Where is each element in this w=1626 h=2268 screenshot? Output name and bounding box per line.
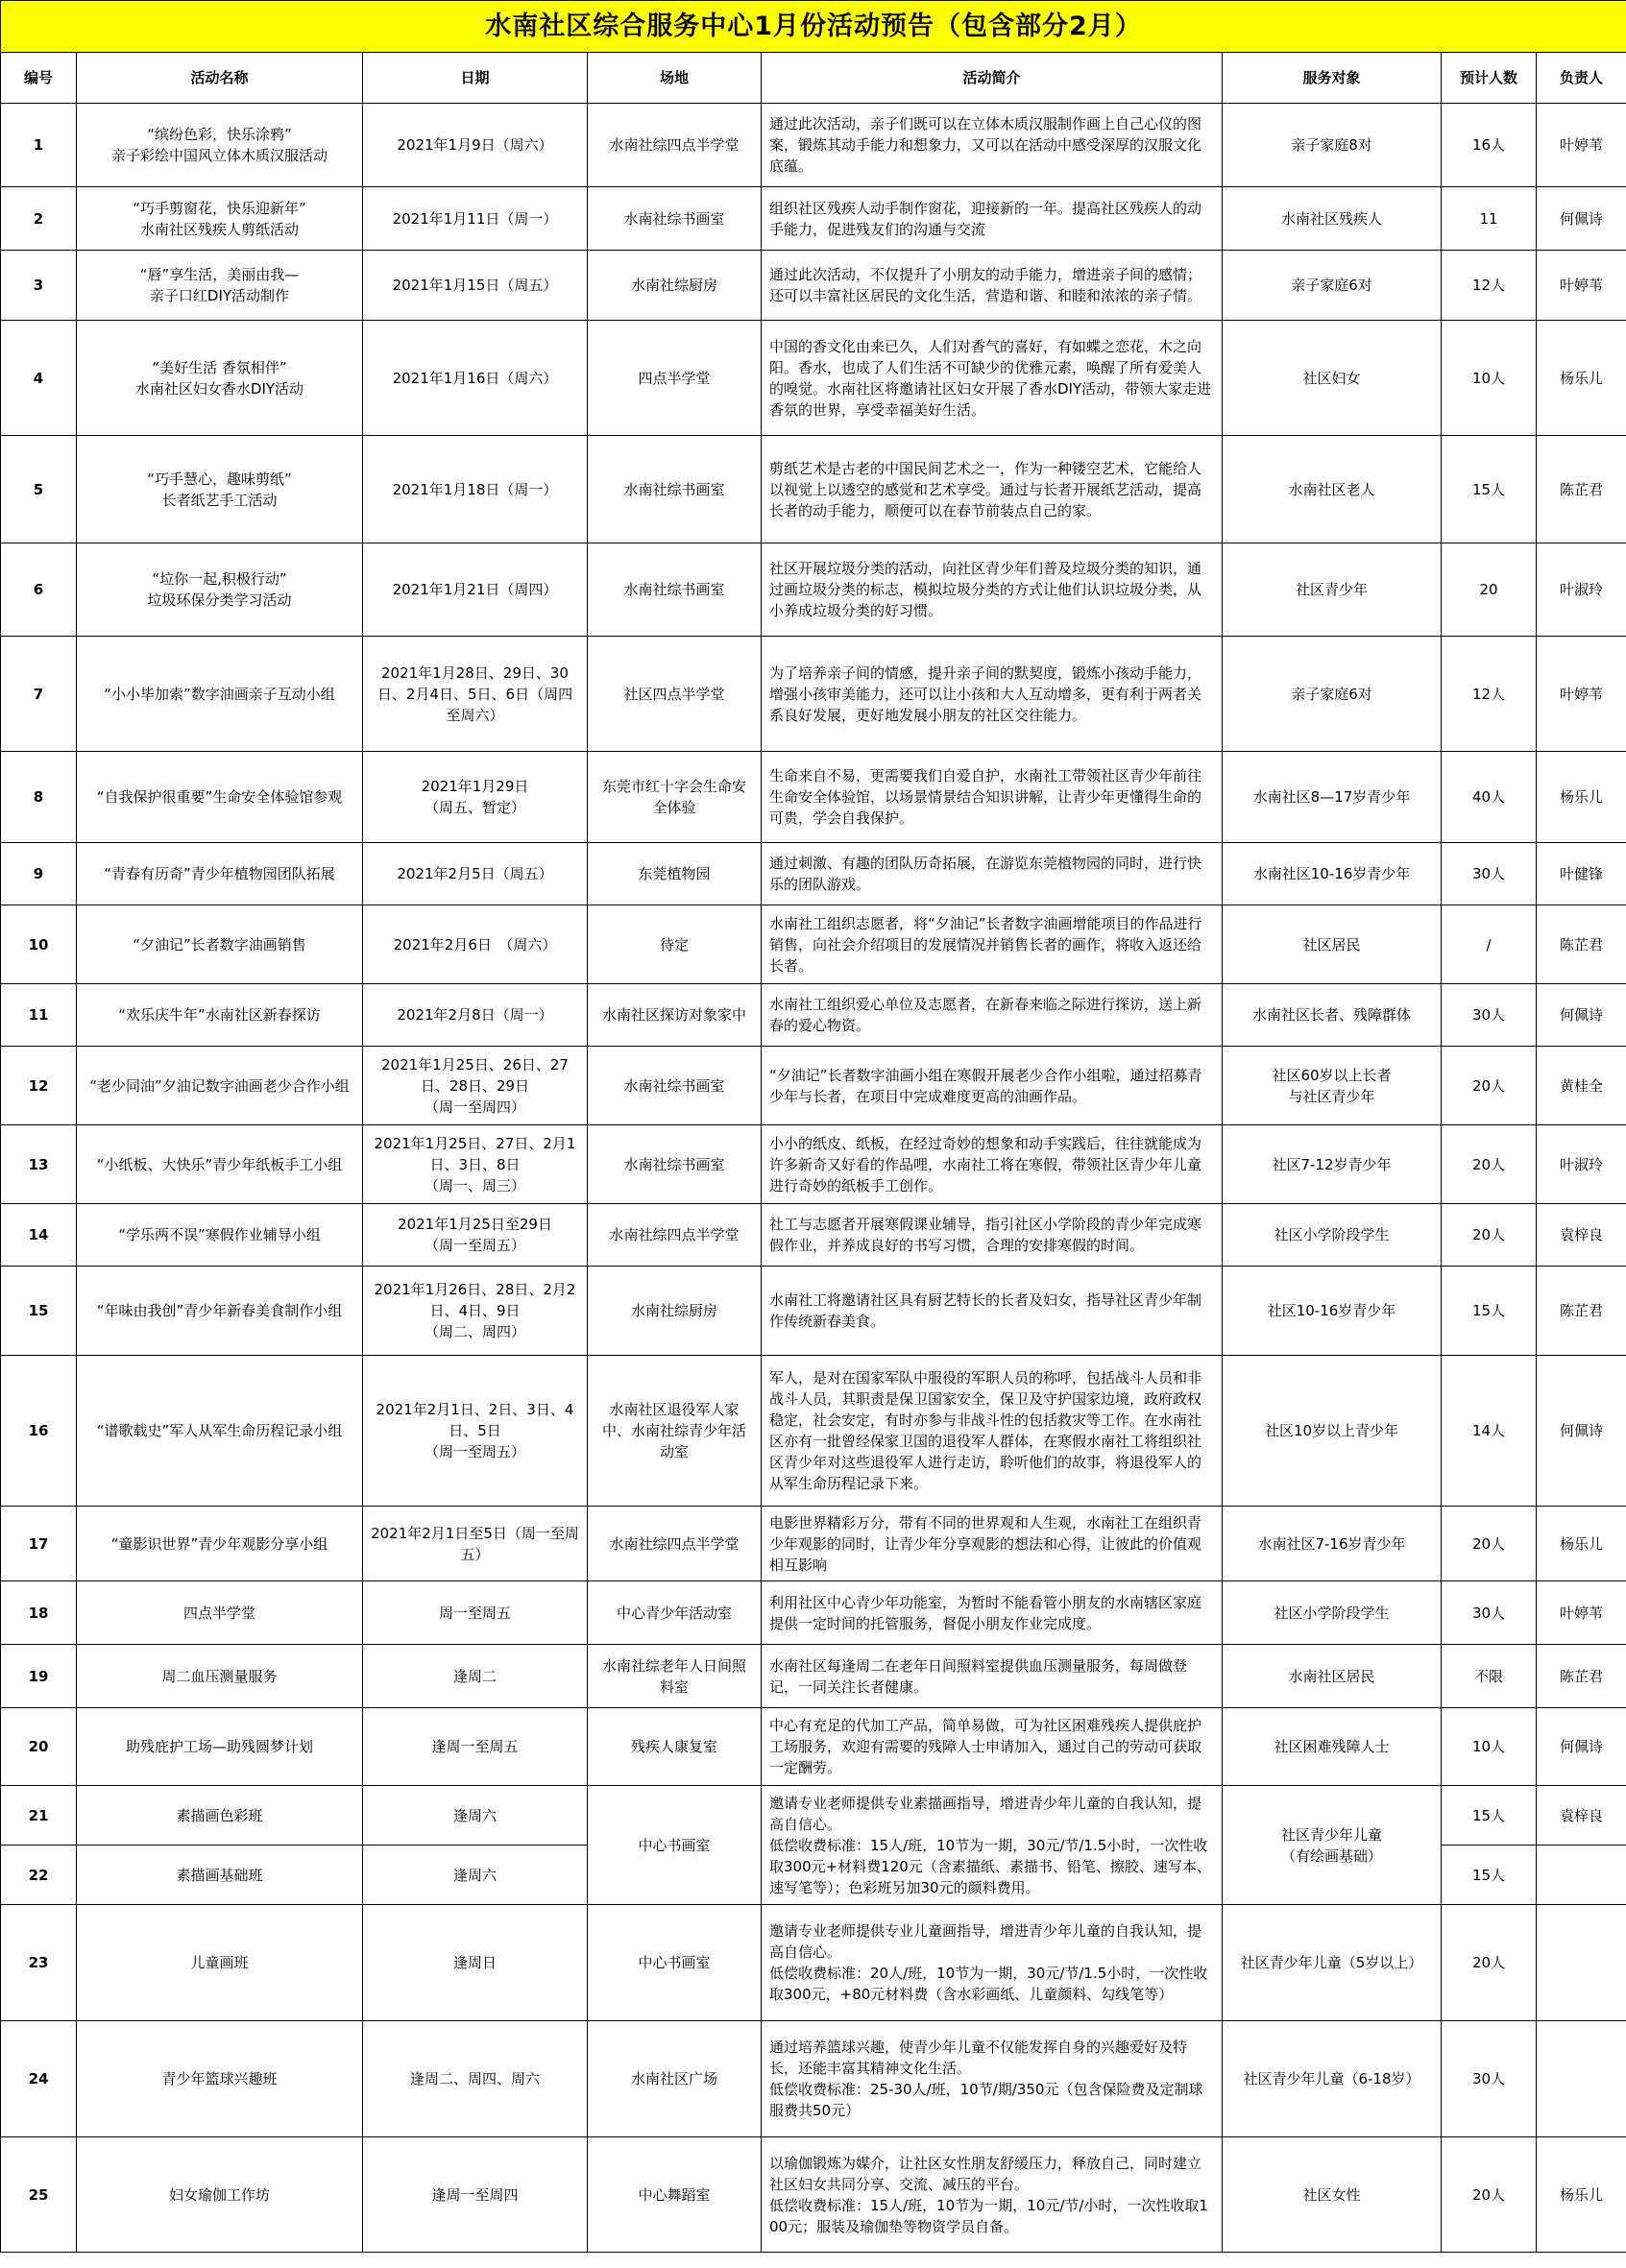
activity-intro: 军人，是对在国家军队中服役的军职人员的称呼，包括战斗人员和非战斗人员，其职责是保卫国家安全，保卫及守护国家边境，政府政权稳定，社会安定，有时亦参与非战斗性的包括救灾等工作。在水南社区亦有一批曾经保家卫国的退役军人群体，在寒假水南社工将组织社区青少年对这些退役军人进行走访，聆听他们的故事，将退役军人的从军生命历程记录下来。: [762, 1356, 1223, 1507]
row-number: 19: [1, 1645, 77, 1708]
activity-venue: 中心书画室: [588, 1786, 762, 1905]
row-number: 10: [1, 905, 77, 984]
row-number: 24: [1, 2021, 77, 2137]
activity-date: 周一至周五: [363, 1581, 588, 1645]
person-in-charge: [1537, 2021, 1626, 2137]
table-row: [1, 1581, 1626, 1645]
activity-date: 逢周一至周五: [363, 1708, 588, 1786]
activity-venue: 中心青少年活动室: [588, 1581, 762, 1645]
person-in-charge: 叶婷苇: [1537, 637, 1626, 752]
person-in-charge: 何佩诗: [1537, 1708, 1626, 1786]
activity-venue: 水南社综厨房: [588, 251, 762, 321]
person-in-charge: 陈芷君: [1537, 436, 1626, 543]
service-target: 水南社区居民: [1223, 1645, 1442, 1708]
activity-name: “青春有历奇”青少年植物园团队拓展: [77, 843, 363, 905]
activity-date: 2021年1月9日（周六）: [363, 104, 588, 187]
activity-venue: 水南社综书画室: [588, 1047, 762, 1125]
person-in-charge: 杨乐儿: [1537, 1507, 1626, 1581]
person-in-charge: [1537, 1846, 1626, 1905]
service-target: 亲子家庭6对: [1223, 251, 1442, 321]
activity-venue: 水南社综厨房: [588, 1267, 762, 1356]
activity-venue: 水南社综书画室: [588, 1125, 762, 1204]
sheet-title: 水南社区综合服务中心1月份活动预告（包含部分2月）: [1, 1, 1626, 53]
person-in-charge: 叶婷苇: [1537, 1581, 1626, 1645]
person-in-charge: 袁梓良: [1537, 1204, 1626, 1267]
activity-venue: 水南社综书画室: [588, 436, 762, 543]
row-number: 11: [1, 984, 77, 1047]
activity-date: 2021年2月1日至5日（周一至周五）: [363, 1507, 588, 1581]
activity-name: “自我保护很重要”生命安全体验馆参观: [77, 752, 363, 843]
row-number: 13: [1, 1125, 77, 1204]
activity-intro: 水南社工组织志愿者，将“夕油记”长者数字油画增能项目的作品进行销售，向社会介绍项目的发展情况并销售长者的画作，将收入返还给长者。: [762, 905, 1223, 984]
service-target: 社区青少年: [1223, 543, 1442, 637]
activity-name: “夕油记”长者数字油画销售: [77, 905, 363, 984]
person-in-charge: 叶淑玲: [1537, 543, 1626, 637]
activity-venue: 水南社区广场: [588, 2021, 762, 2137]
activity-intro: 生命来自不易，更需要我们自爱自护，水南社工带领社区青少年前往生命安全体验馆，以场景情景结合知识讲解，让青少年更懂得生命的可贵，学会自我保护。: [762, 752, 1223, 843]
service-target: 水南社区老人: [1223, 436, 1442, 543]
expected-count: 10人: [1442, 321, 1537, 436]
header-row: [1, 53, 1626, 104]
person-in-charge: 袁梓良: [1537, 1786, 1626, 1846]
table-row: [1, 1507, 1626, 1581]
activity-name: “垃你一起,积极行动” 垃圾环保分类学习活动: [77, 543, 363, 637]
activity-date: 2021年1月15日（周五）: [363, 251, 588, 321]
service-target: 社区居民: [1223, 905, 1442, 984]
person-in-charge: 叶婷苇: [1537, 104, 1626, 187]
service-target: 亲子家庭8对: [1223, 104, 1442, 187]
row-number: 2: [1, 187, 77, 251]
row-number: 7: [1, 637, 77, 752]
activity-date: 2021年2月8日（周一）: [363, 984, 588, 1047]
person-in-charge: [1537, 1905, 1626, 2021]
service-target: 水南社区10-16岁青少年: [1223, 843, 1442, 905]
header-count: 预计人数: [1442, 53, 1537, 104]
table-row: [1, 1204, 1626, 1267]
activity-date: 2021年2月1日、2日、3日、4日、5日 （周一至周五）: [363, 1356, 588, 1507]
activity-venue: 水南社综四点半学堂: [588, 104, 762, 187]
row-number: 5: [1, 436, 77, 543]
activity-name: “童影识世界”青少年观影分享小组: [77, 1507, 363, 1581]
activity-venue: 水南社区探访对象家中: [588, 984, 762, 1047]
activity-venue: 四点半学堂: [588, 321, 762, 436]
table-row: [1, 1708, 1626, 1786]
service-target: 社区青少年儿童（5岁以上）: [1223, 1905, 1442, 2021]
activity-name: “小纸板、大快乐”青少年纸板手工小组: [77, 1125, 363, 1204]
table-row: [1, 104, 1626, 187]
activity-venue: 水南社综书画室: [588, 187, 762, 251]
activity-venue: 中心书画室: [588, 1905, 762, 2021]
service-target: 社区妇女: [1223, 321, 1442, 436]
table-row: [1, 1267, 1626, 1356]
row-number: 21: [1, 1786, 77, 1846]
expected-count: 20人: [1442, 1905, 1537, 2021]
activity-date: 2021年1月26日、28日、2月2日、4日、9日 （周二、周四）: [363, 1267, 588, 1356]
activity-name: “巧手剪窗花，快乐迎新年” 水南社区残疾人剪纸活动: [77, 187, 363, 251]
activity-name: “小小毕加索”数字油画亲子互动小组: [77, 637, 363, 752]
header-no: 编号: [1, 53, 77, 104]
service-target: 水南社区8—17岁青少年: [1223, 752, 1442, 843]
person-in-charge: 黄桂全: [1537, 1047, 1626, 1125]
activity-date: 2021年1月25日至29日 （周一至周五）: [363, 1204, 588, 1267]
service-target: 社区10岁以上青少年: [1223, 1356, 1442, 1507]
activity-date: 逢周一至周四: [363, 2137, 588, 2253]
activity-name: 四点半学堂: [77, 1581, 363, 1645]
header-intro: 活动简介: [762, 53, 1223, 104]
service-target: 亲子家庭6对: [1223, 637, 1442, 752]
table-row: [1, 905, 1626, 984]
activity-date: 逢周二、周四、周六: [363, 2021, 588, 2137]
table-row: [1, 2021, 1626, 2137]
service-target: 社区困难残障人士: [1223, 1708, 1442, 1786]
activity-name: 儿童画班: [77, 1905, 363, 2021]
service-target: 社区青少年儿童（6-18岁）: [1223, 2021, 1442, 2137]
table-row: [1, 321, 1626, 436]
expected-count: 15人: [1442, 1786, 1537, 1846]
activity-date: 2021年1月18日（周一）: [363, 436, 588, 543]
person-in-charge: 杨乐儿: [1537, 752, 1626, 843]
expected-count: 30人: [1442, 2021, 1537, 2137]
service-target: 社区女性: [1223, 2137, 1442, 2253]
expected-count: 40人: [1442, 752, 1537, 843]
service-target: 社区小学阶段学生: [1223, 1581, 1442, 1645]
header-venue: 场地: [588, 53, 762, 104]
activity-intro: 为了培养亲子间的情感，提升亲子间的默契度，锻炼小孩动手能力，增强小孩审美能力，还可以让小孩和大人互动增多，更有利于两者关系良好发展，更好地发展小朋友的社区交往能力。: [762, 637, 1223, 752]
table-row: [1, 637, 1626, 752]
activity-venue: 水南社综四点半学堂: [588, 1204, 762, 1267]
activity-name: “年味由我创”青少年新春美食制作小组: [77, 1267, 363, 1356]
activity-intro: “夕油记”长者数字油画小组在寒假开展老少合作小组啦，通过招募青少年与长者，在项目中完成难度更高的油画作品。: [762, 1047, 1223, 1125]
person-in-charge: 何佩诗: [1537, 1356, 1626, 1507]
activity-intro: 社区开展垃圾分类的活动，向社区青少年们普及垃圾分类的知识，通过画垃圾分类的标志，模拟垃圾分类的方式让他们认识垃圾分类，从小养成垃圾分类的好习惯。: [762, 543, 1223, 637]
header-target: 服务对象: [1223, 53, 1442, 104]
activity-intro: 社工与志愿者开展寒假课业辅导，指引社区小学阶段的青少年完成寒假作业，并养成良好的书写习惯，合理的安排寒假的时间。: [762, 1204, 1223, 1267]
expected-count: 15人: [1442, 436, 1537, 543]
table-row: [1, 543, 1626, 637]
expected-count: 30人: [1442, 1581, 1537, 1645]
activity-date: 2021年1月11日（周一）: [363, 187, 588, 251]
row-number: 20: [1, 1708, 77, 1786]
row-number: 16: [1, 1356, 77, 1507]
expected-count: 10人: [1442, 1708, 1537, 1786]
activity-intro: 中心有充足的代加工产品，简单易做，可为社区困难残疾人提供庇护工场服务，欢迎有需要的残障人士申请加入，通过自己的劳动可获取一定酬劳。: [762, 1708, 1223, 1786]
row-number: 8: [1, 752, 77, 843]
row-number: 1: [1, 104, 77, 187]
activity-intro: 水南社区每逢周二在老年日间照料室提供血压测量服务，每周做登记，一同关注长者健康。: [762, 1645, 1223, 1708]
row-number: 4: [1, 321, 77, 436]
row-number: 15: [1, 1267, 77, 1356]
activity-name: 助残庇护工场—助残圆梦计划: [77, 1708, 363, 1786]
header-name: 活动名称: [77, 53, 363, 104]
activity-venue: 残疾人康复室: [588, 1708, 762, 1786]
activity-name: “学乐两不误”寒假作业辅导小组: [77, 1204, 363, 1267]
table-row: [1, 843, 1626, 905]
person-in-charge: 杨乐儿: [1537, 321, 1626, 436]
activity-name: “谱歌载史”军人从军生命历程记录小组: [77, 1356, 363, 1507]
expected-count: 16人: [1442, 104, 1537, 187]
activity-intro: 邀请专业老师提供专业儿童画指导，增进青少年儿童的自我认知，提高自信心。 低偿收费标准：20人/班，10节为一期，30元/节/1.5小时，一次性收取300元，+80元材料费（含水彩画纸、儿童颜料、勾线笔等）: [762, 1905, 1223, 2021]
table-body: [1, 104, 1626, 2253]
service-target: 社区小学阶段学生: [1223, 1204, 1442, 1267]
person-in-charge: 杨乐儿: [1537, 2137, 1626, 2253]
row-number: 9: [1, 843, 77, 905]
row-number: 14: [1, 1204, 77, 1267]
activity-date: 2021年1月21日（周四）: [363, 543, 588, 637]
expected-count: 20: [1442, 543, 1537, 637]
activity-name: 素描画基础班: [77, 1846, 363, 1905]
activity-intro: 小小的纸皮、纸板，在经过奇妙的想象和动手实践后，往往就能成为许多新奇又好看的作品哩，水南社工将在寒假，带领社区青少年儿童进行奇妙的纸板手工创作。: [762, 1125, 1223, 1204]
person-in-charge: 叶婷苇: [1537, 251, 1626, 321]
expected-count: /: [1442, 905, 1537, 984]
expected-count: 不限: [1442, 1645, 1537, 1708]
activity-venue: 中心舞蹈室: [588, 2137, 762, 2253]
table-row: [1, 752, 1626, 843]
activity-date: 2021年2月6日 （周六）: [363, 905, 588, 984]
activity-venue: 水南社区退役军人家中、水南社综青少年活动室: [588, 1356, 762, 1507]
person-in-charge: 叶淑玲: [1537, 1125, 1626, 1204]
activity-intro: 以瑜伽锻炼为媒介，让社区女性朋友舒缓压力，释放自己，同时建立社区妇女共同分享、交流、减压的平台。 低偿收费标准：15人/班，10节为一期，10元/节/小时，一次性收取100元；服装及瑜伽垫等物资学员自备。: [762, 2137, 1223, 2253]
expected-count: 11: [1442, 187, 1537, 251]
person-in-charge: 何佩诗: [1537, 984, 1626, 1047]
activity-name: 周二血压测量服务: [77, 1645, 363, 1708]
row-number: 3: [1, 251, 77, 321]
activity-date: 2021年1月16日（周六）: [363, 321, 588, 436]
activity-intro: 通过培养篮球兴趣，使青少年儿童不仅能发挥自身的兴趣爱好及特长，还能丰富其精神文化生活。 低偿收费标准：25-30人/班，10节/期/350元（包含保险费及定制球服费共50元）: [762, 2021, 1223, 2137]
activity-intro: 利用社区中心青少年功能室，为暂时不能看管小朋友的水南辖区家庭提供一定时间的托管服务，督促小朋友作业完成度。: [762, 1581, 1223, 1645]
activity-date: 逢周日: [363, 1905, 588, 2021]
activity-date: 逢周二: [363, 1645, 588, 1708]
activity-venue: 待定: [588, 905, 762, 984]
activity-venue: 社区四点半学堂: [588, 637, 762, 752]
table-row: [1, 1356, 1626, 1507]
activity-intro: 通过此次活动，亲子们既可以在立体木质汉服制作画上自己心仪的图案，锻炼其动手能力和想象力，又可以在活动中感受深厚的汉服文化底蕴。: [762, 104, 1223, 187]
activity-intro: 电影世界精彩万分，带有不同的世界观和人生观，水南社工在组织青少年观影的同时，让青少年分享观影的想法和心得，让彼此的价值观相互影响: [762, 1507, 1223, 1581]
expected-count: 14人: [1442, 1356, 1537, 1507]
activity-name: 素描画色彩班: [77, 1786, 363, 1846]
activity-intro: 通过此次活动，不仅提升了小朋友的动手能力，增进亲子间的感情；还可以丰富社区居民的文化生活，营造和谐、和睦和浓浓的亲子情。: [762, 251, 1223, 321]
service-target: 水南社区长者、残障群体: [1223, 984, 1442, 1047]
activity-name: “老少同油”夕油记数字油画老少合作小组: [77, 1047, 363, 1125]
header-lead: 负责人: [1537, 53, 1626, 104]
activity-name: “唇”享生活，美丽由我— 亲子口红DIY活动制作: [77, 251, 363, 321]
row-number: 23: [1, 1905, 77, 2021]
row-number: 22: [1, 1846, 77, 1905]
row-number: 6: [1, 543, 77, 637]
header-date: 日期: [363, 53, 588, 104]
row-number: 12: [1, 1047, 77, 1125]
activity-name: “美好生活 香氛相伴” 水南社区妇女香水DIY活动: [77, 321, 363, 436]
table-row: [1, 251, 1626, 321]
expected-count: 12人: [1442, 637, 1537, 752]
person-in-charge: 何佩诗: [1537, 187, 1626, 251]
table-row: [1, 436, 1626, 543]
activity-venue: 水南社综书画室: [588, 543, 762, 637]
expected-count: 30人: [1442, 984, 1537, 1047]
activity-date: 2021年1月28日、29日、30日、2月4日、5日、6日（周四至周六）: [363, 637, 588, 752]
activity-intro: 邀请专业老师提供专业素描画指导，增进青少年儿童的自我认知，提高自信心。 低偿收费标准：15人/班，10节为一期，30元/节/1.5小时，一次性收取300元+材料费120元（含素描纸、素描书、铅笔、擦胶、速写本、速写笔等）；色彩班另加30元的颜料费用。: [762, 1786, 1223, 1905]
expected-count: 20人: [1442, 2137, 1537, 2253]
table-row: [1, 984, 1626, 1047]
table-row: [1, 2137, 1626, 2253]
activity-date: 2021年2月5日（周五）: [363, 843, 588, 905]
activity-intro: 水南社工将邀请社区具有厨艺特长的长者及妇女，指导社区青少年制作传统新春美食。: [762, 1267, 1223, 1356]
service-target: 水南社区残疾人: [1223, 187, 1442, 251]
person-in-charge: 陈芷君: [1537, 1645, 1626, 1708]
activity-date: 逢周六: [363, 1786, 588, 1846]
activity-venue: 水南社综老年人日间照料室: [588, 1645, 762, 1708]
activity-intro: 剪纸艺术是古老的中国民间艺术之一，作为一种镂空艺术，它能给人以视觉上以透空的感觉和艺术享受。通过与长者开展纸艺活动，提高长者的动手能力，顺便可以在春节前装点自己的家。: [762, 436, 1223, 543]
expected-count: 20人: [1442, 1047, 1537, 1125]
activity-venue: 水南社综四点半学堂: [588, 1507, 762, 1581]
service-target: 社区青少年儿童 （有绘画基础）: [1223, 1786, 1442, 1905]
expected-count: 12人: [1442, 251, 1537, 321]
expected-count: 20人: [1442, 1507, 1537, 1581]
activity-name: 青少年篮球兴趣班: [77, 2021, 363, 2137]
activity-date: 2021年1月25日、27日、2月1日、3日、8日 （周一、周三）: [363, 1125, 588, 1204]
activity-date: 逢周六: [363, 1846, 588, 1905]
table-row: [1, 1125, 1626, 1204]
row-number: 18: [1, 1581, 77, 1645]
activity-venue: 东莞植物园: [588, 843, 762, 905]
activity-intro: 组织社区残疾人动手制作窗花，迎接新的一年。提高社区残疾人的动手能力，促进残友们的沟通与交流: [762, 187, 1223, 251]
row-number: 25: [1, 2137, 77, 2253]
expected-count: 20人: [1442, 1125, 1537, 1204]
activity-name: 妇女瑜伽工作坊: [77, 2137, 363, 2253]
row-number: 17: [1, 1507, 77, 1581]
person-in-charge: 陈芷君: [1537, 1267, 1626, 1356]
expected-count: 15人: [1442, 1846, 1537, 1905]
table-row: [1, 1645, 1626, 1708]
activity-intro: 中国的香文化由来已久，人们对香气的喜好，有如蝶之恋花，木之向阳。香水，也成了人们生活不可缺少的优雅元素，唤醒了所有爱美人的嗅觉。水南社区将邀请社区妇女开展了香水DIY活动，带领大家走进香氛的世界，享受幸福美好生活。: [762, 321, 1223, 436]
expected-count: 30人: [1442, 843, 1537, 905]
person-in-charge: 陈芷君: [1537, 905, 1626, 984]
activity-name: “缤纷色彩，快乐涂鸦” 亲子彩绘中国风立体木质汉服活动: [77, 104, 363, 187]
table-row: [1, 1786, 1626, 1846]
table-row: [1, 1905, 1626, 2021]
person-in-charge: 叶健锋: [1537, 843, 1626, 905]
table-row: [1, 187, 1626, 251]
activity-name: “巧手慧心，趣味剪纸” 长者纸艺手工活动: [77, 436, 363, 543]
activity-date: 2021年1月25日、26日、27日、28日、29日 （周一至周四）: [363, 1047, 588, 1125]
activity-name: “欢乐庆牛年”水南社区新春探访: [77, 984, 363, 1047]
expected-count: 20人: [1442, 1204, 1537, 1267]
activity-intro: 通过刺激、有趣的团队历奇拓展，在游览东莞植物园的同时，进行快乐的团队游戏。: [762, 843, 1223, 905]
service-target: 社区7-12岁青少年: [1223, 1125, 1442, 1204]
activity-date: 2021年1月29日 （周五、暂定）: [363, 752, 588, 843]
service-target: 社区60岁以上长者 与社区青少年: [1223, 1047, 1442, 1125]
expected-count: 15人: [1442, 1267, 1537, 1356]
activity-intro: 水南社工组织爱心单位及志愿者，在新春来临之际进行探访，送上新春的爱心物资。: [762, 984, 1223, 1047]
service-target: 社区10-16岁青少年: [1223, 1267, 1442, 1356]
service-target: 水南社区7-16岁青少年: [1223, 1507, 1442, 1581]
table-row: [1, 1047, 1626, 1125]
activity-venue: 东莞市红十字会生命安全体验: [588, 752, 762, 843]
